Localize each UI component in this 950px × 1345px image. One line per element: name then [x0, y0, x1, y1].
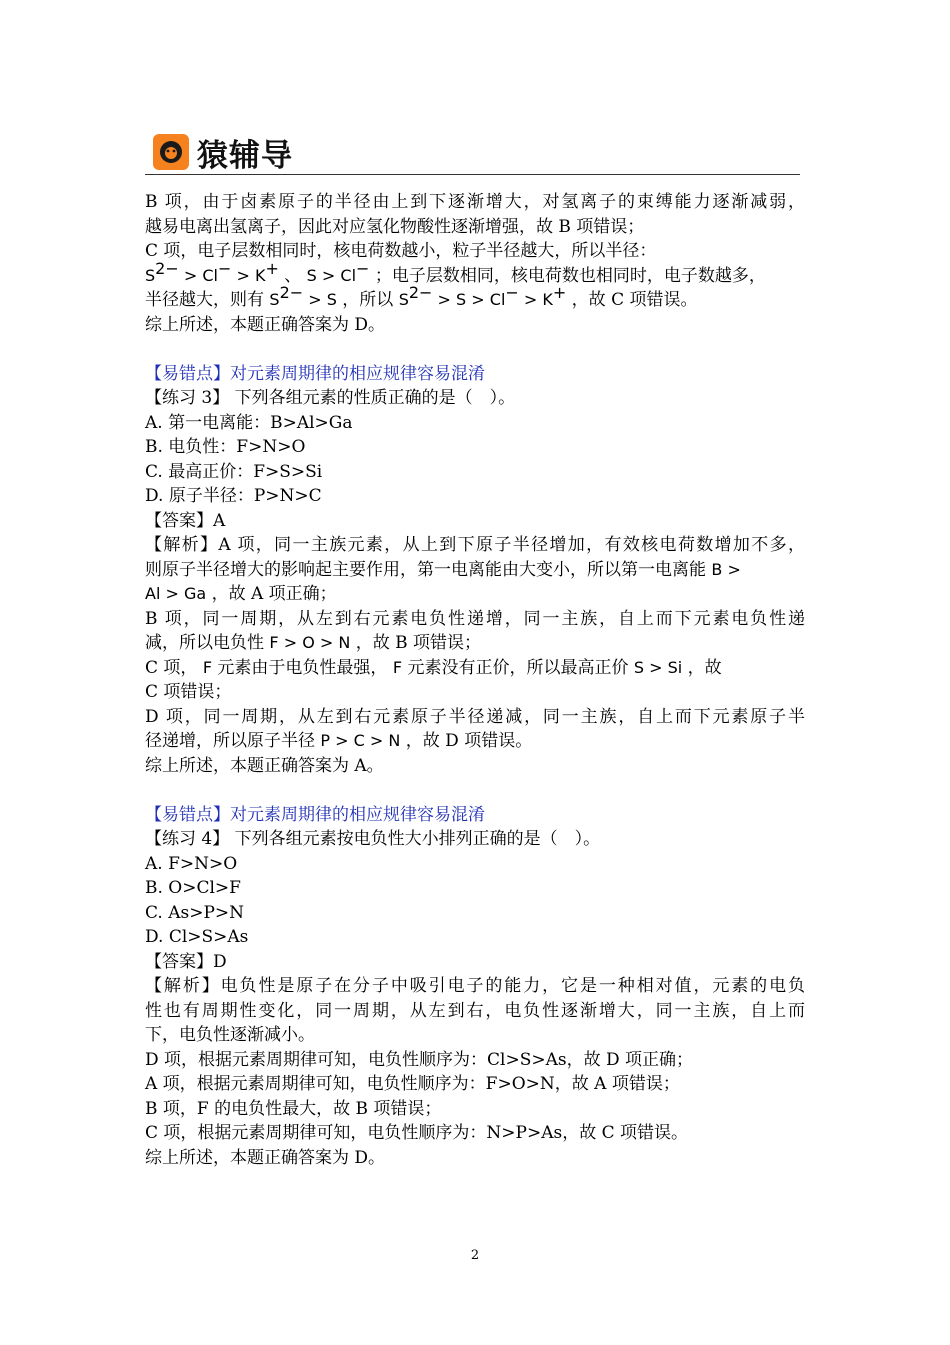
option-d: D. 原子半径：P>N>C	[145, 486, 322, 506]
math-sup: 2−	[408, 283, 433, 302]
math: S > Si	[633, 657, 683, 677]
page-header	[145, 128, 800, 178]
math: F	[392, 657, 403, 677]
explanation-line: D 项，同一周期，从左到右元素原子半径递减，同一主族，自上而下元素原子半	[145, 706, 805, 727]
logo-text: 猿辅导	[197, 138, 293, 174]
yuan-fudao-logo-icon	[153, 134, 189, 170]
math: S	[269, 290, 280, 309]
text: ，故 A 项正确；	[206, 584, 337, 604]
option-c: C. 最高正价：F>S>Si	[145, 461, 323, 482]
error-prone-tag: 【易错点】对元素周期律的相应规律容易混淆	[145, 363, 485, 384]
text: ；电子层数相同，核电荷数也相同时，电子数越多，	[369, 265, 766, 286]
text: 、	[278, 265, 307, 286]
paragraph-line: 越易电离出氢离子，因此对应氢化物酸性逐渐增强，故 B 项错误；	[145, 216, 645, 237]
paragraph-line: C 项，电子层数相同时，核电荷数越小，粒子半径越大，所以半径：	[145, 241, 657, 261]
math: S > Cl	[306, 265, 357, 285]
explanation-line: C 项错误；	[145, 682, 232, 702]
text: 减，所以电负性	[145, 633, 270, 653]
option-c: C. As>P>N	[145, 902, 245, 923]
math: B >	[711, 559, 741, 579]
formula-line	[145, 258, 805, 289]
text: C 项，	[145, 657, 203, 678]
math: F	[202, 657, 213, 677]
option-d: D. Cl>S>As	[145, 927, 249, 947]
math: > K	[518, 290, 553, 309]
math-sup: −	[356, 258, 370, 278]
math: > S > Cl	[432, 290, 506, 309]
text: ，故	[682, 657, 722, 678]
text: 元素没有正价，所以最高正价	[402, 657, 634, 678]
explanation-line: 综上所述，本题正确答案为 D。	[145, 1147, 386, 1168]
question-title: 【练习 4】 下列各组元素按电负性大小排列正确的是（ ）。	[145, 829, 601, 849]
paragraph-line: B 项，由于卤素原子的半径由上到下逐渐增大，对氢离子的束缚能力逐渐减弱，	[145, 192, 805, 212]
explanation-line: 【解析】电负性是原子在分子中吸引电子的能力，它是一种相对值，元素的电负	[145, 976, 805, 996]
page-number: 2	[470, 1248, 480, 1263]
text: ，所以	[336, 290, 399, 310]
paragraph-line: 综上所述，本题正确答案为 D。	[145, 314, 386, 335]
explanation-line	[145, 558, 805, 583]
option-a: A. F>N>O	[145, 853, 238, 874]
text: ，故 C 项错误。	[566, 290, 698, 310]
math: F > O > N	[269, 633, 351, 652]
explanation-line: 下，电负性逐渐减小。	[145, 1025, 315, 1045]
formula-line	[145, 283, 805, 313]
header-divider	[145, 174, 800, 175]
math-sup: −	[505, 283, 519, 302]
explanation-line: C 项，根据元素周期律可知，电负性顺序为：N>P>As，故 C 项错误。	[145, 1123, 689, 1143]
explanation-line: 综上所述，本题正确答案为 A。	[145, 755, 384, 776]
explanation-line	[145, 656, 805, 681]
math: S	[398, 290, 409, 309]
error-prone-tag: 【易错点】对元素周期律的相应规律容易混淆	[145, 804, 485, 825]
explanation-line: B 项，同一周期，从左到右元素电负性递增，同一主族，自上而下元素电负性递	[145, 608, 805, 629]
math: > S	[303, 290, 337, 309]
math-sup: +	[552, 283, 567, 302]
option-b: B. O>Cl>F	[145, 878, 241, 898]
math: > K	[231, 265, 266, 285]
option-a: A. 第一电离能：B>Al>Ga	[145, 412, 353, 433]
math-sup: 2−	[155, 258, 179, 278]
math-sup: −	[217, 258, 232, 278]
math: S	[145, 265, 156, 285]
text: 径递增，所以原子半径	[145, 731, 321, 751]
text: ，故 B 项错误；	[350, 633, 482, 653]
explanation-line: 【解析】A 项，同一主族元素，从上到下原子半径增加，有效核电荷数增加不多，	[145, 535, 805, 555]
text: 则原子半径增大的影响起主要作用，第一电离能由大变小，所以第一电离能	[145, 559, 712, 580]
text: 半径越大，则有	[145, 290, 270, 310]
explanation-line	[145, 582, 805, 607]
math-sup: +	[265, 258, 279, 278]
explanation-line	[145, 631, 805, 656]
explanation-line: 性也有周期性变化，同一周期，从左到右，电负性逐渐增大，同一主族，自上而	[145, 1000, 805, 1021]
answer: 【答案】D	[145, 951, 227, 972]
document-body	[145, 190, 805, 1170]
option-b: B. 电负性：F>N>O	[145, 437, 306, 457]
answer: 【答案】A	[145, 510, 226, 531]
math: Al > Ga	[145, 584, 207, 603]
explanation-line	[145, 729, 805, 754]
math: > Cl	[178, 265, 218, 285]
math: P > C > N	[320, 731, 401, 750]
explanation-line: B 项，F 的电负性最大，故 B 项错误；	[145, 1098, 442, 1119]
question-title: 【练习 3】 下列各组元素的性质正确的是（ ）。	[145, 388, 516, 408]
explanation-line: A 项，根据元素周期律可知，电负性顺序为：F>O>N，故 A 项错误；	[145, 1074, 680, 1094]
text: 元素由于电负性最强，	[212, 657, 393, 678]
math-sup: 2−	[279, 283, 304, 302]
explanation-line: D 项，根据元素周期律可知，电负性顺序为：Cl>S>As，故 D 项正确；	[145, 1049, 694, 1070]
text: ，故 D 项错误。	[400, 731, 533, 751]
